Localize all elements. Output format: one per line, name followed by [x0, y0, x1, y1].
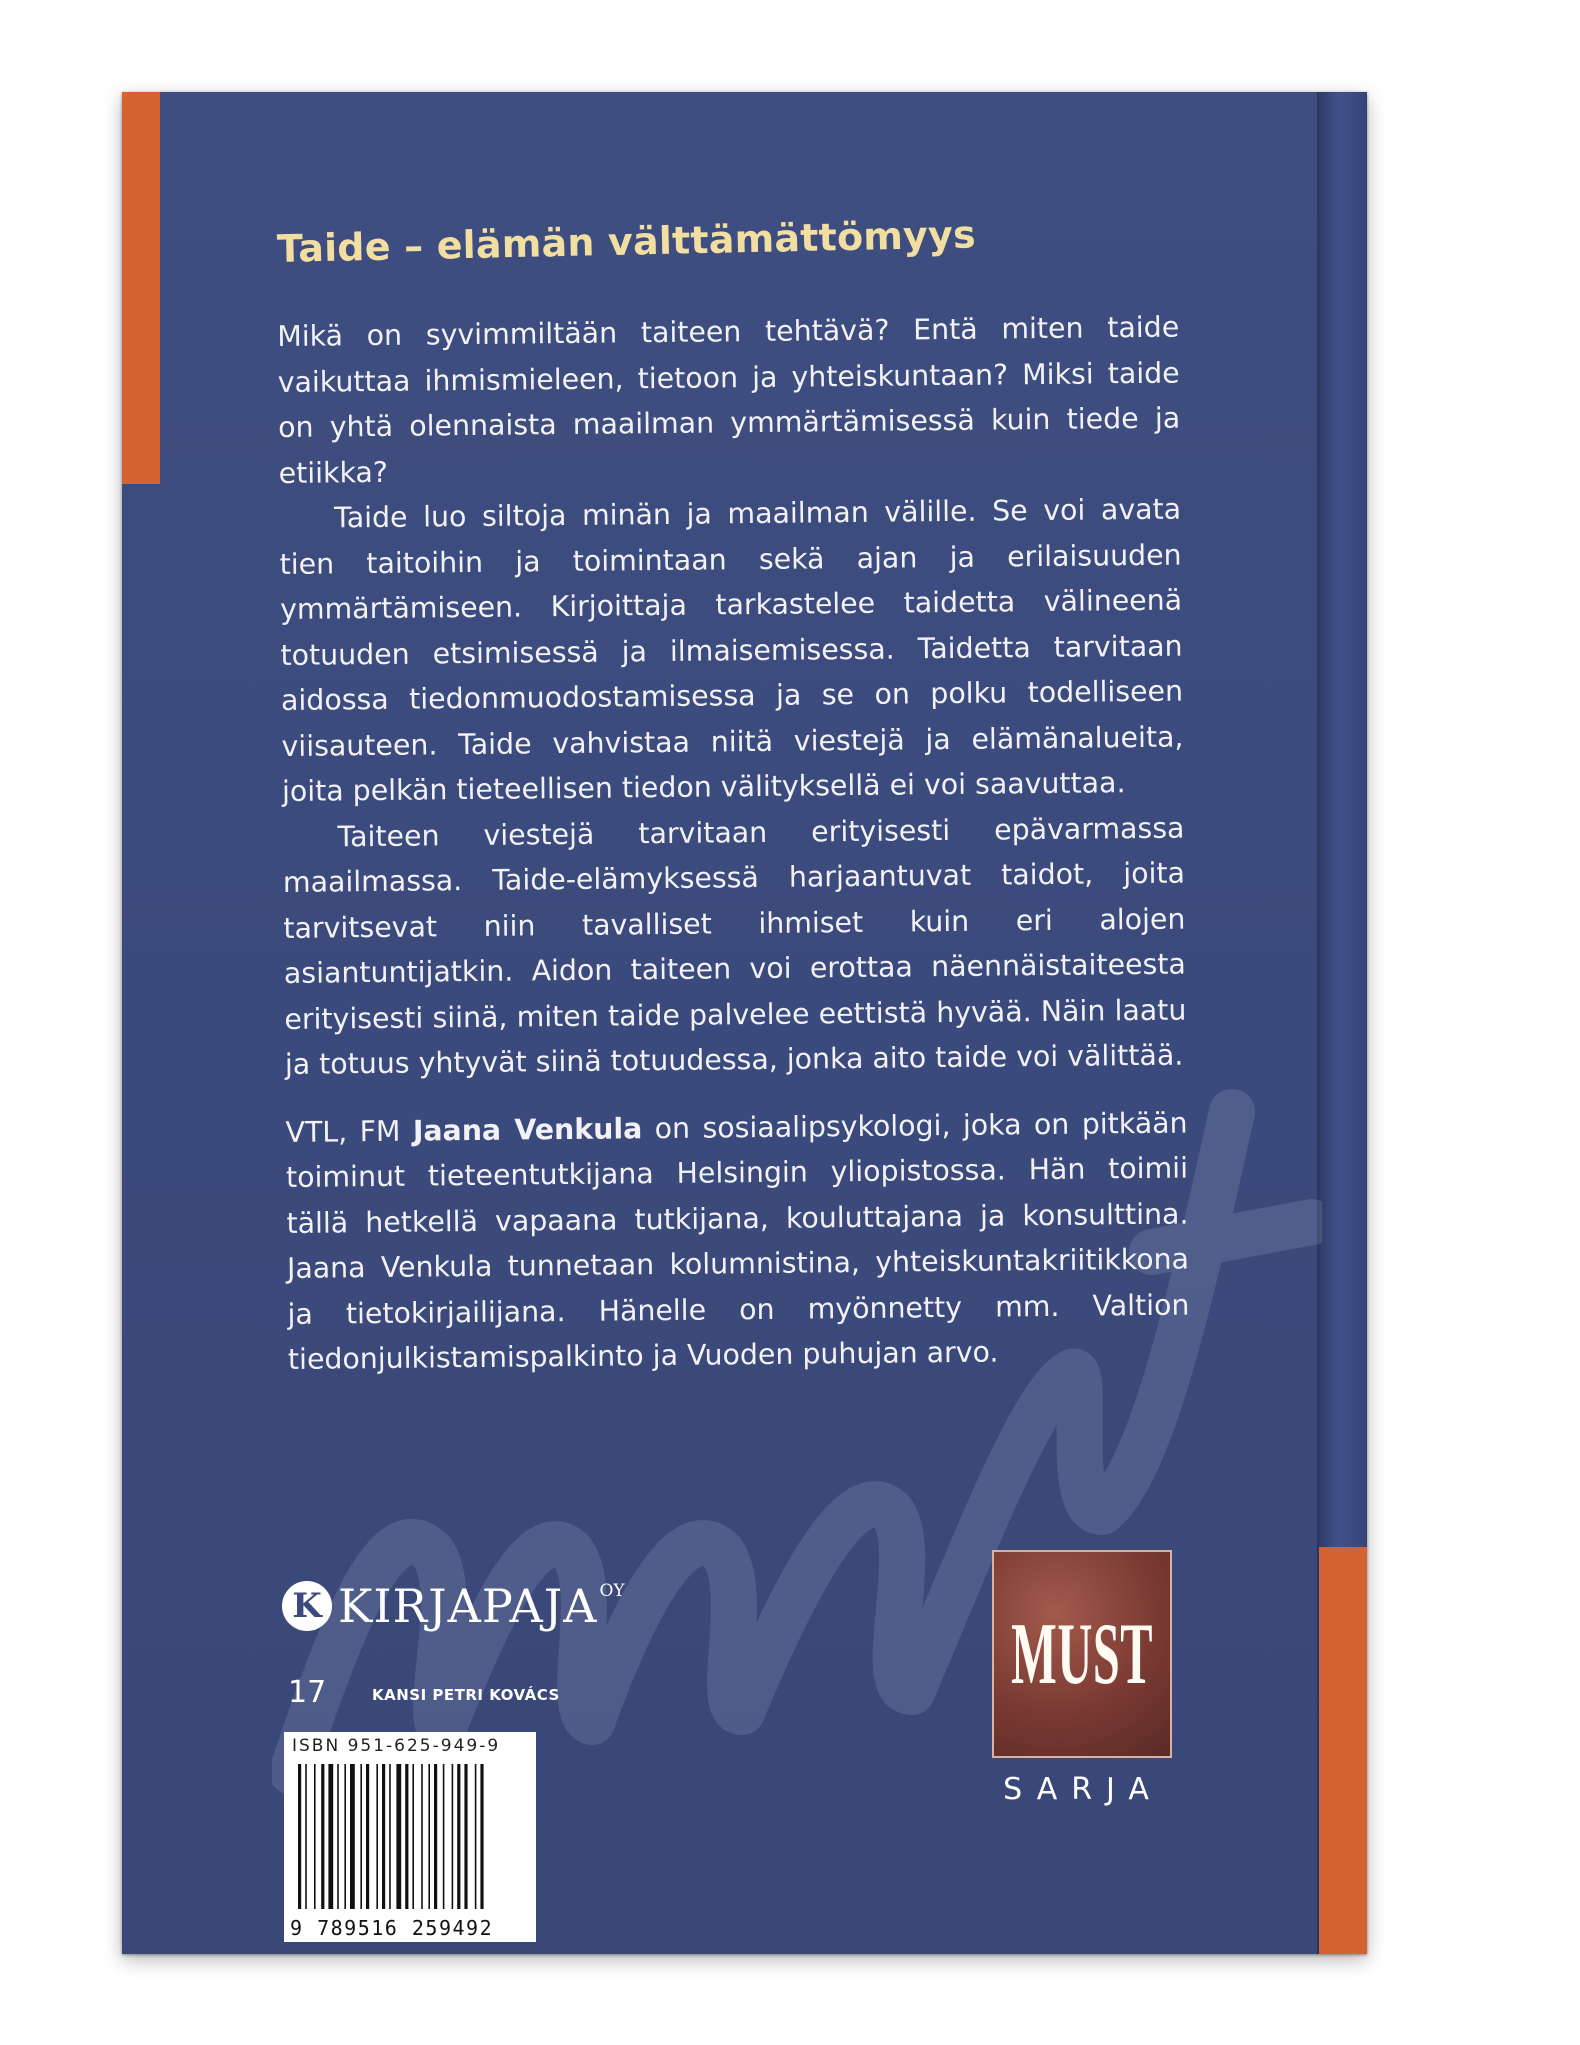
publisher-logo	[282, 1579, 625, 1633]
book-back-cover	[122, 92, 1367, 1954]
publisher-suffix: OY	[599, 1581, 625, 1601]
series-label: SARJA	[1003, 1772, 1163, 1807]
isbn-text: ISBN 951-625-949-9	[292, 1736, 501, 1756]
must-badge-text: MUST	[1010, 1605, 1154, 1703]
orange-accent-top	[122, 92, 160, 484]
series-number: 17	[288, 1675, 327, 1710]
blurb-paragraph: Taide luo siltoja minän ja maailman välille. Se voi avata tien taitoihin ja toimintaan sekä ajan ja erilaisuuden ymmärtämiseen. Kirjoittaja tarkastelee taidetta välineenä totuuden etsimisessä ja ilmaisemisessa. Taidetta tarvitaan aidossa tiedonmuodostamisessa ja se on polku todelliseen viisauteen. Taide vahvistaa niitä viestejä ja elämänalueita, joita pelkän tieteellisen tiedon välityksellä ei voi saavuttaa.	[279, 492, 1184, 808]
author-prefix: VTL, FM	[285, 1114, 414, 1149]
ean-digits: 9 789516 259492	[290, 1916, 494, 1940]
publisher-name: KIRJAPAJA	[338, 1579, 598, 1633]
orange-accent-bottom	[1319, 1547, 1367, 1954]
must-series-badge	[992, 1550, 1172, 1758]
cover-credit: KANSI PETRI KOVÁCS	[372, 1686, 560, 1704]
barcode-icon	[298, 1764, 524, 1909]
blurb-text	[277, 305, 1190, 1383]
author-name: Jaana Venkula	[412, 1111, 643, 1148]
publisher-k-letter: K	[292, 1586, 322, 1626]
book-title: Taide – elämän välttämättömyys	[276, 212, 977, 271]
author-bio-text: on sosiaalipsykologi, joka on pitkään toiminut tieteentutkijana Helsingin yliopistossa. Hän toimii tällä hetkellä vapaana tutkijana, kouluttajana ja konsulttina. Jaana Venkula tunnetaan kolumnistina, yhteiskuntakriitikkona ja tietokirjailijana. Hänelle on myönnetty mm. Valtion tiedonjulkistamispalkinto ja Vuoden puhujan arvo.	[285, 1106, 1190, 1376]
barcode-label	[284, 1732, 536, 1942]
blurb-paragraph: Taiteen viestejä tarvitaan erityisesti epävarmassa maailmassa. Taide-elämyksessä harjaantuvat taidot, joita tarvitsevat niin tavalliset ihmiset kuin eri alojen asiantuntijatkin. Aidon taiteen voi erottaa näennäistaiteesta erityisesti siinä, miten taide palvelee eettistä hyvää. Näin laatu ja totuus yhtyvät siinä totuudessa, jonka aito taide voi välittää.	[282, 811, 1187, 1081]
blurb-paragraph: Mikä on syvimmiltään taiteen tehtävä? Entä miten taide vaikuttaa ihmismieleen, tietoon ja yhteiskuntaan? Miksi taide on yhtä olennaista maailman ymmärtämisessä kuin tiede ja etiikka?	[277, 310, 1181, 490]
author-bio	[285, 1100, 1190, 1382]
publisher-k-icon	[282, 1581, 332, 1631]
